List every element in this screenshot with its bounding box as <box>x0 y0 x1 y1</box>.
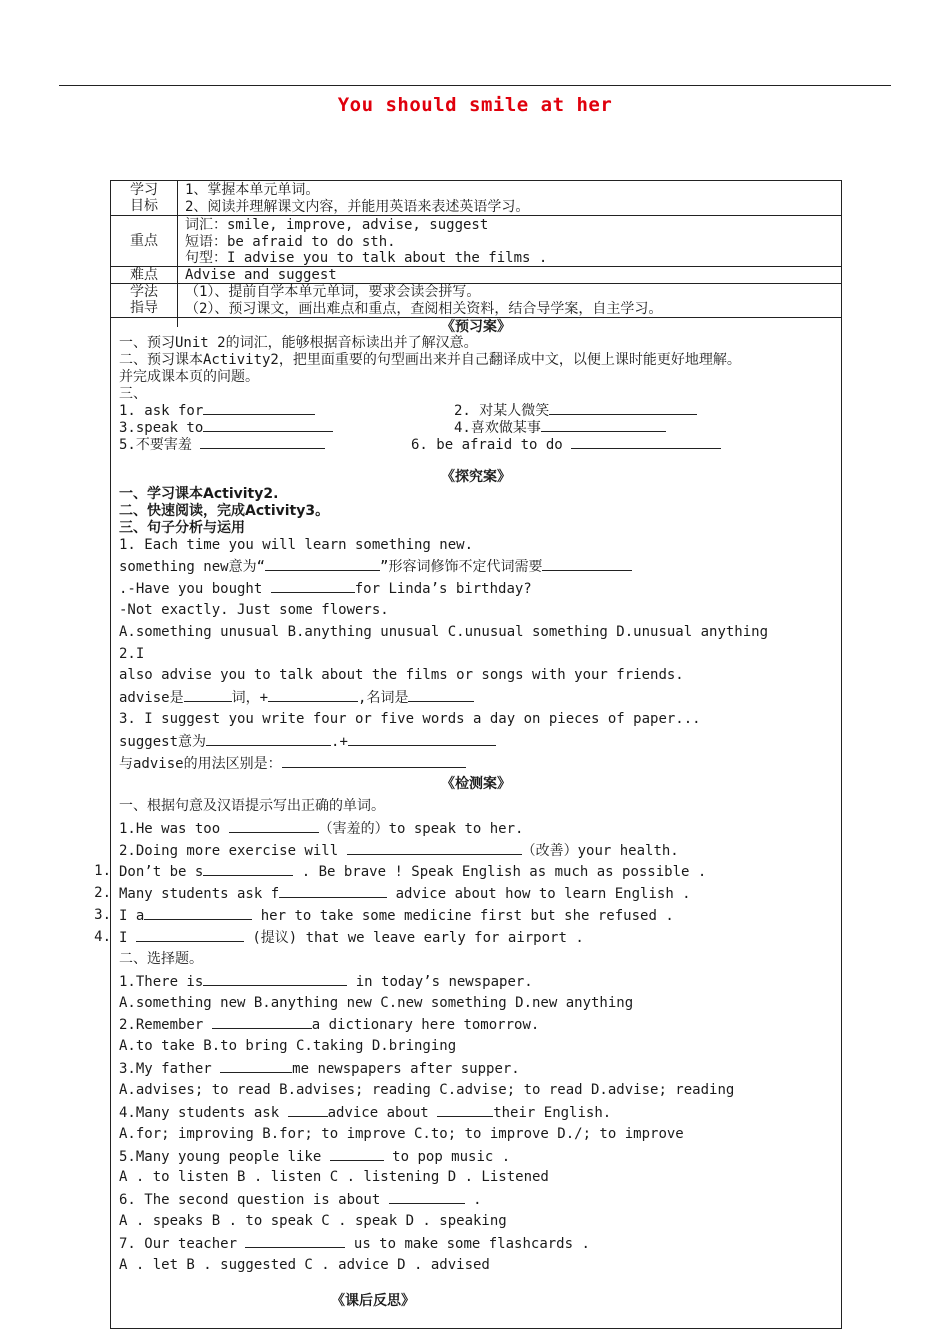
options: A . speaks B . to speak C . speak D . speaking <box>119 1213 507 1229</box>
table-row-divider <box>111 317 841 318</box>
table-row-divider <box>111 215 841 216</box>
table-column-divider <box>177 181 178 327</box>
question: 3.My father me newspapers after supper. <box>119 1061 520 1077</box>
vocab-item: 2. 对某人微笑 <box>454 402 697 420</box>
vocab-item: 4.喜欢做某事 <box>454 419 666 437</box>
options: A.something new B.anything new C.new something D.new anything <box>119 995 634 1011</box>
sentence: suggest意为 .+ <box>119 733 496 751</box>
question: 3. I a her to take some medicine first but she refused . <box>94 907 674 924</box>
test-part-1: 一、根据句意及汉语提示写出正确的单词。 <box>119 798 385 814</box>
label-learning-goals: 学习 目标 <box>130 182 158 214</box>
label-key-points: 重点 <box>130 233 158 249</box>
page-title: You should smile at her <box>337 94 613 116</box>
sentence: 1. Each time you will learn something new. <box>119 537 474 553</box>
question: 7. Our teacher us to make some flashcards . <box>119 1236 590 1252</box>
question: 2.Doing more exercise will （改善）your health. <box>119 843 679 859</box>
sentence: something new意为“ ”形容词修饰不定代词需要 <box>119 558 632 576</box>
sentence: also advise you to talk about the films or songs with your friends. <box>119 667 684 683</box>
question: 5.Many young people like to pop music . <box>119 1149 511 1165</box>
options: A . let B . suggested C . advice D . advised <box>119 1257 490 1273</box>
preview-item-2: 二、预习课本Activity2，把里面重要的句型画出来并自己翻译成中文，以便上课时能更好地理解。 <box>119 352 741 368</box>
study-method-content: （1）、提前自学本单元单词，要求会读会拼写。 （2）、预习课文，画出难点和重点，查阅相关资料，结合导学案，自主学习。 <box>185 284 663 317</box>
question: 1. Don’t be s . Be brave ! Speak English as much as possible . <box>94 863 707 880</box>
vocab-item: 1. ask for <box>119 402 315 420</box>
question: 6. The second question is about . <box>119 1192 482 1208</box>
options: A.advises; to read B.advises; reading C.advise; to read D.advise; reading <box>119 1082 735 1098</box>
sentence: 2.I <box>119 646 145 662</box>
question: 1.He was too （害羞的）to speak to her. <box>119 821 524 837</box>
options: A.for; improving B.for; to improve C.to; to improve D./; to improve <box>119 1126 684 1142</box>
question: 1.There is in today’s newspaper. <box>119 974 533 990</box>
label-difficulty: 难点 <box>130 267 158 283</box>
options: A.to take B.to bring C.taking D.bringing <box>119 1038 457 1054</box>
difficulty-content: Advise and suggest <box>185 267 337 283</box>
sentence: advise是 词，+ ,名词是 <box>119 689 474 707</box>
worksheet-frame <box>94 180 842 1329</box>
vocab-item: 6. be afraid to do <box>411 436 721 454</box>
preview-item-1: 一、预习Unit 2的词汇，能够根据音标读出并了解汉意。 <box>119 335 478 351</box>
sentence: .-Have you bought for Linda’s birthday? <box>119 581 532 597</box>
preview-item-3: 三、 <box>119 386 147 402</box>
explore-item-2: 二、快速阅读，完成Activity3。 <box>119 503 330 519</box>
question: 2.Remember a dictionary here tomorrow. <box>119 1017 540 1033</box>
sentence: -Not exactly. Just some flowers. <box>119 602 389 618</box>
learning-goals-content: 1、掌握本单元单词。 2、阅读并理解课文内容，并能用英语来表述英语学习。 <box>185 182 530 215</box>
header-rule <box>59 85 891 86</box>
question: 4.Many students ask advice about their English. <box>119 1105 612 1121</box>
sentence: 与advise的用法区别是： <box>119 755 466 773</box>
key-points-content: 词汇：smile, improve, advise, suggest 短语：be afraid to do sth. 句型：I advise you to talk about the films . <box>185 217 548 266</box>
question: 4. I (提议) that we leave early for airport . <box>94 929 584 946</box>
explore-item-1: 一、学习课本Activity2. <box>119 486 279 502</box>
explore-item-3: 三、句子分析与运用 <box>119 520 245 536</box>
explore-heading: 《探究案》 <box>441 469 511 485</box>
vocab-item: 3.speak to <box>119 419 333 437</box>
sentence: 3. I suggest you write four or five words a day on pieces of paper... <box>119 711 701 727</box>
options: A.something unusual B.anything unusual C.unusual something D.unusual anything <box>119 624 769 640</box>
vocab-item: 5.不要害羞 <box>119 436 325 454</box>
options: A . to listen B . listen C . listening D . Listened <box>119 1169 549 1185</box>
preview-item-2-cont: 并完成课本页的问题。 <box>119 369 259 385</box>
label-study-method: 学法 指导 <box>130 284 158 316</box>
test-part-2: 二、选择题。 <box>119 951 203 967</box>
reflection-heading: 《课后反思》 <box>331 1293 415 1309</box>
preview-heading: 《预习案》 <box>441 319 511 335</box>
question: 2. Many students ask f advice about how to learn English . <box>94 885 691 902</box>
test-heading: 《检测案》 <box>441 776 511 792</box>
